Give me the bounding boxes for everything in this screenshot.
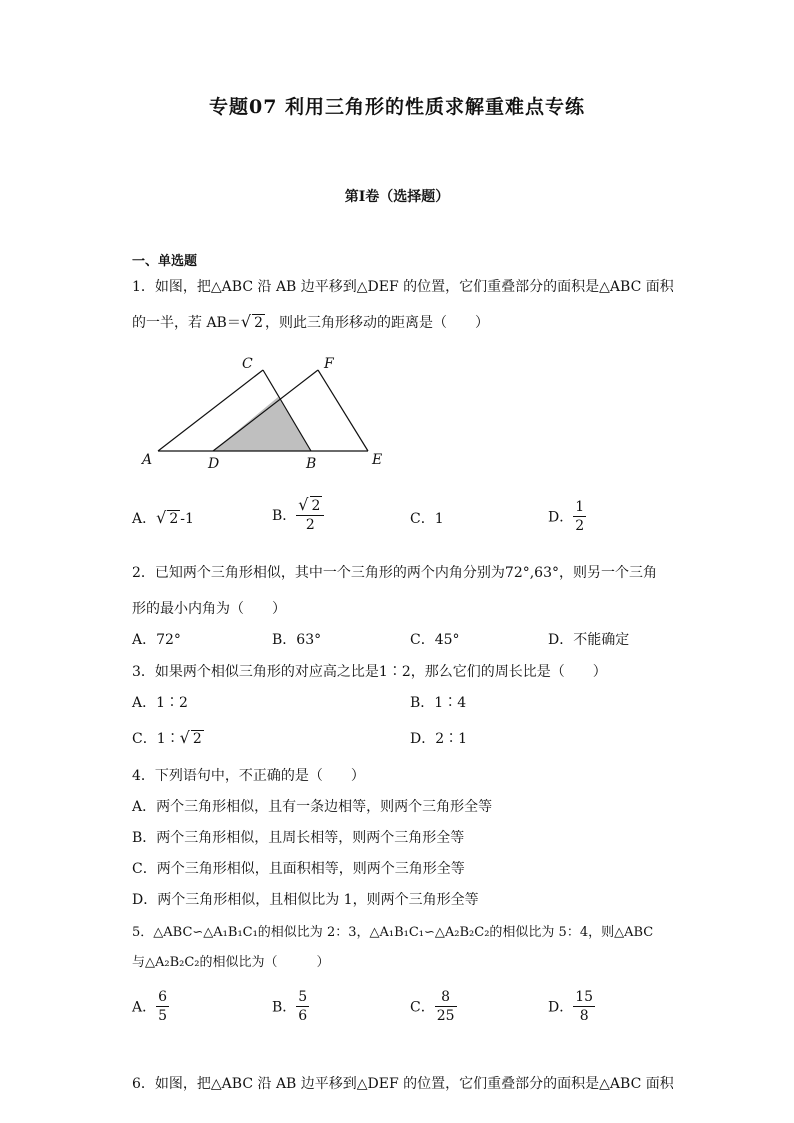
q2-line1: 2．已知两个三角形相似，其中一个三角形的两个内角分别为72°,63°，则另一个三角 — [132, 565, 657, 581]
fraction-num — [296, 496, 324, 516]
option-label: D． — [548, 509, 574, 526]
fraction-den: 6 — [298, 1008, 308, 1024]
option-label: C． — [132, 731, 157, 747]
q5-line1: 5．△ABC∽△A₁B₁C₁的相似比为 2：3，△A₁B₁C₁∽△A₂B₂C₂的相似比为 5：4，则△ABC — [132, 925, 654, 940]
fraction — [573, 988, 595, 1025]
q5-option-b[interactable] — [272, 988, 309, 1025]
overlap-region — [213, 397, 311, 451]
q2-option-b[interactable]: B．63° — [272, 632, 322, 648]
option-label: C． — [410, 511, 435, 527]
sqrt-symbol: √ — [298, 495, 309, 514]
label-f: F — [324, 356, 334, 372]
label-c: C — [242, 356, 253, 372]
fraction — [296, 988, 309, 1025]
fraction-den: 2 — [575, 518, 585, 534]
option-tail: -1 — [180, 511, 194, 527]
fraction-den: 5 — [158, 1008, 168, 1024]
q3-option-c[interactable] — [132, 728, 204, 748]
fraction-num: 1 — [575, 499, 585, 515]
q1-line2-post: ，则此三角形移动的距离是（ ） — [264, 315, 489, 331]
page-title: 专题07 利用三角形的性质求解重难点专练 — [208, 96, 586, 118]
q4-option-d[interactable]: D．两个三角形相似，且相似比为 1，则两个三角形全等 — [132, 892, 479, 908]
fraction-num: 15 — [575, 989, 594, 1005]
radicand: 2 — [169, 511, 179, 527]
q1-triangle-figure — [130, 352, 400, 474]
fraction-den: 2 — [305, 517, 315, 533]
q1-line2-radicand: 2 — [254, 315, 263, 331]
q1-option-b[interactable] — [272, 496, 324, 534]
option-text: 1 — [434, 511, 444, 527]
option-label: A． — [132, 511, 157, 527]
sqrt-symbol: √ — [240, 312, 252, 331]
q4-option-c[interactable]: C．两个三角形相似，且面积相等，则两个三角形全等 — [132, 861, 465, 877]
q2-line2: 形的最小内角为（ ） — [132, 601, 286, 617]
option-label: C． — [410, 999, 435, 1016]
label-d: D — [208, 456, 220, 472]
fraction-num: 5 — [298, 989, 308, 1005]
q5-option-d[interactable] — [548, 988, 595, 1025]
q3-option-a[interactable]: A．1∶2 — [132, 695, 188, 711]
fraction — [296, 496, 324, 534]
q1-line2 — [132, 312, 489, 332]
fraction-den: 8 — [579, 1008, 589, 1024]
q5-option-a[interactable] — [132, 988, 169, 1025]
q1-line2-pre: 的一半，若 AB＝ — [132, 315, 241, 331]
option-label: A． — [132, 999, 157, 1016]
option-label: B． — [272, 508, 297, 524]
fraction-num: 6 — [158, 989, 168, 1005]
radicand: 2 — [311, 498, 321, 514]
q2-option-d[interactable]: D．不能确定 — [548, 632, 630, 648]
sqrt-symbol: √ — [179, 728, 190, 747]
q3-line1: 3．如果两个相似三角形的对应高之比是1∶2，那么它们的周长比是（ ） — [132, 664, 607, 680]
label-a: A — [142, 452, 153, 468]
q5-line2: 与△A₂B₂C₂的相似比为（ ） — [132, 955, 330, 970]
q5-option-c[interactable] — [410, 988, 457, 1025]
fraction — [435, 988, 457, 1025]
q4-option-a[interactable]: A．两个三角形相似，且有一条边相等，则两个三角形全等 — [132, 799, 493, 815]
option-text: 1∶ — [156, 731, 180, 747]
q1-option-d[interactable] — [548, 498, 586, 535]
q4-option-b[interactable]: B．两个三角形相似，且周长相等，则两个三角形全等 — [132, 830, 465, 846]
q6-line1: 6．如图，把△ABC 沿 AB 边平移到△DEF 的位置，它们重叠部分的面积是△ABC 面积 — [132, 1076, 674, 1092]
q2-option-a[interactable]: A．72° — [132, 632, 181, 648]
label-b: B — [306, 456, 317, 472]
option-label: B． — [272, 999, 297, 1016]
fraction-den: 25 — [436, 1008, 455, 1024]
fraction — [156, 988, 169, 1025]
q2-option-c[interactable]: C．45° — [410, 632, 460, 648]
q1-option-a[interactable] — [132, 508, 194, 528]
option-label: D． — [548, 999, 574, 1016]
sqrt-symbol: √ — [156, 508, 167, 527]
q3-option-d[interactable]: D．2∶1 — [410, 731, 468, 747]
q3-option-b[interactable]: B．1∶4 — [410, 695, 467, 711]
label-e: E — [372, 452, 383, 468]
q1-option-c[interactable] — [410, 508, 444, 528]
fraction-num: 8 — [435, 988, 457, 1007]
fraction — [573, 498, 586, 535]
section-heading: 一、单选题 — [132, 254, 198, 269]
q4-line1: 4．下列语句中，不正确的是（ ） — [132, 768, 365, 784]
q1-line1: 1．如图，把△ABC 沿 AB 边平移到△DEF 的位置，它们重叠部分的面积是△ABC 面积 — [132, 279, 674, 295]
radicand: 2 — [192, 731, 202, 747]
volume-heading: 第I卷（选择题） — [344, 189, 450, 205]
segment-fe — [318, 370, 368, 451]
